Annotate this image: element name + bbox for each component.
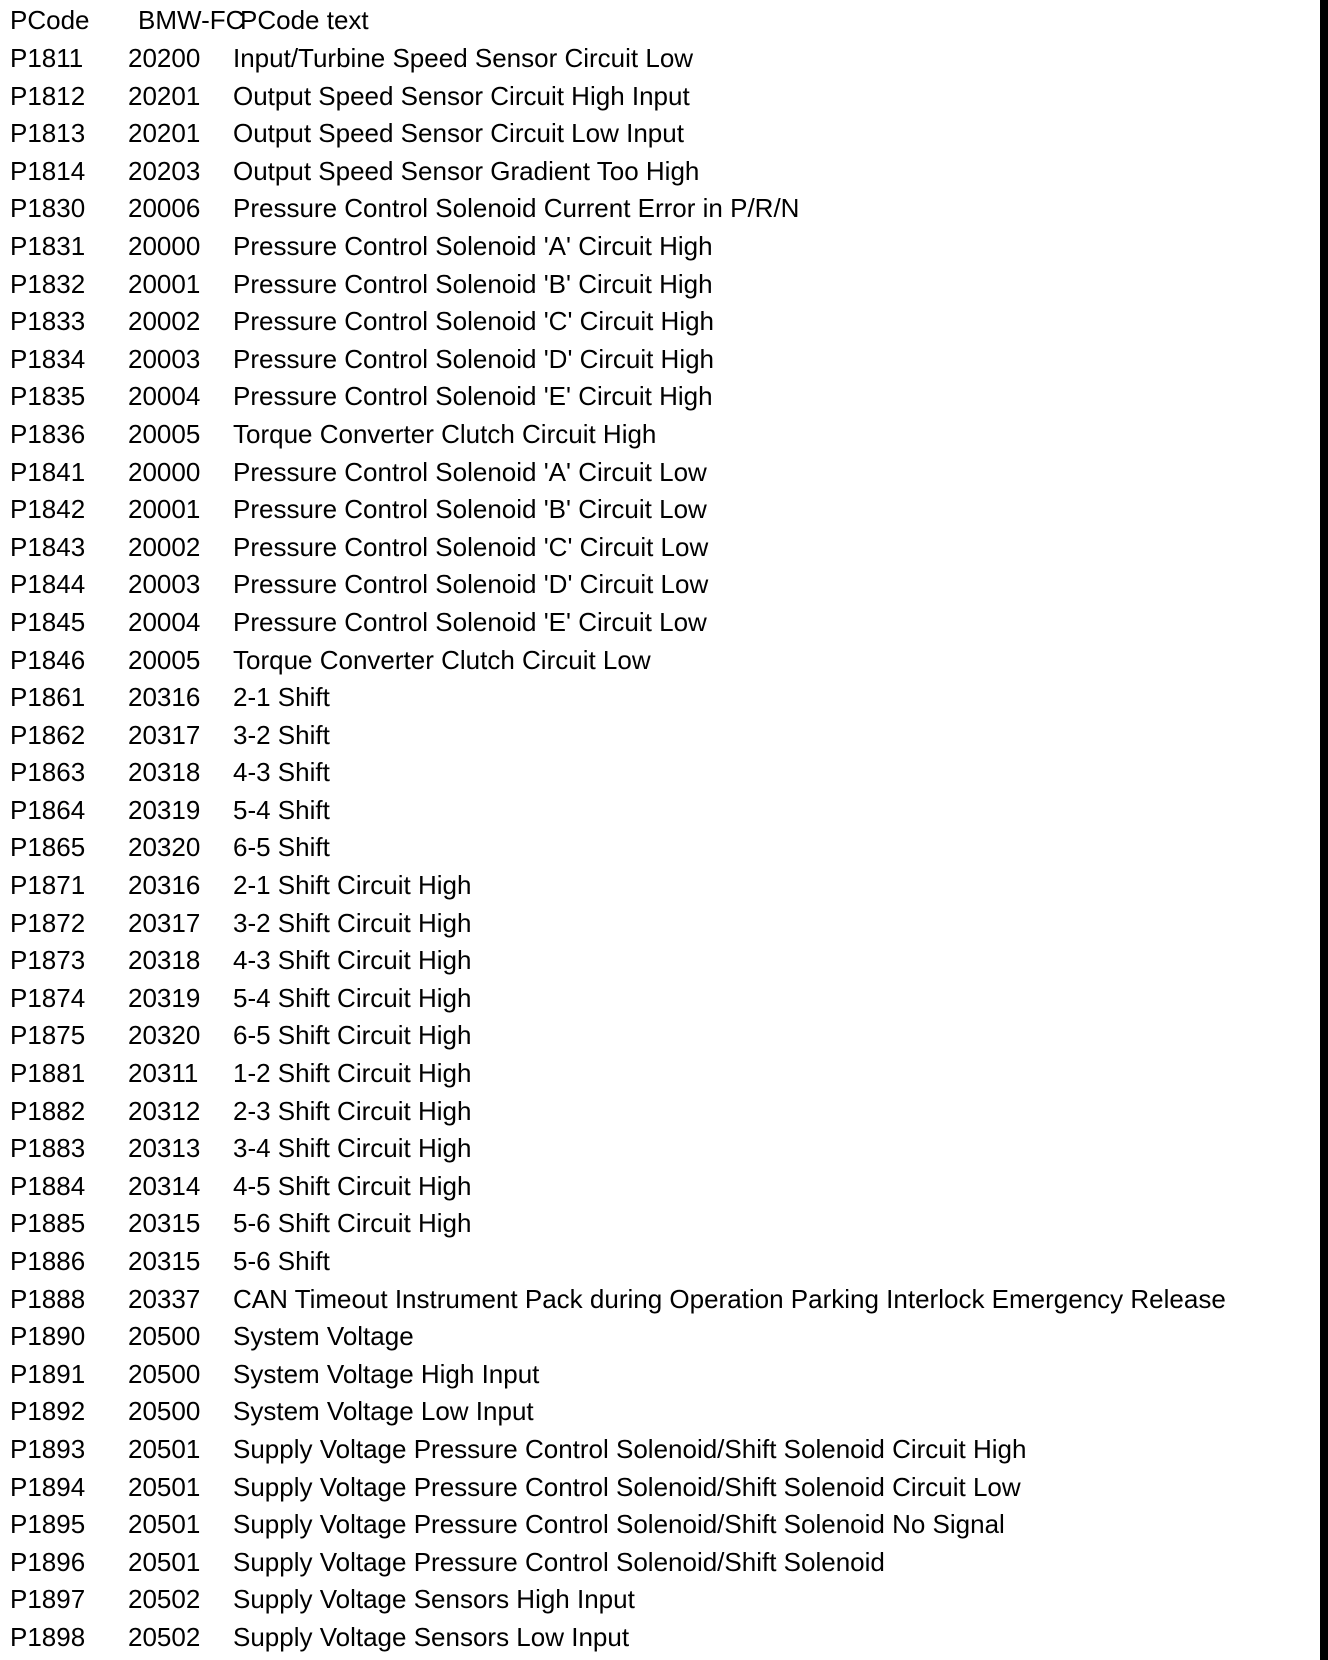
pcode-text-cell: 2-1 Shift Circuit High: [233, 870, 472, 901]
table-row: [0, 153, 1320, 191]
pcode-cell: P1894: [10, 1471, 86, 1502]
pcode-text-cell: 3-2 Shift Circuit High: [233, 907, 472, 938]
table-row: [0, 491, 1320, 529]
pcode-text-cell: 4-5 Shift Circuit High: [233, 1170, 472, 1201]
bmw-fc-cell: 20316: [128, 870, 201, 901]
pcode-cell: P1864: [10, 794, 86, 825]
bmw-fc-cell: 20201: [128, 80, 201, 111]
bmw-fc-cell: 20337: [128, 1283, 201, 1314]
table-header: [10, 3, 369, 37]
bmw-fc-cell: 20001: [128, 268, 201, 299]
pcode-text-cell: Supply Voltage Sensors Low Input: [233, 1621, 630, 1652]
table-row: [0, 980, 1320, 1018]
pcode-text-cell: 5-6 Shift: [233, 1246, 330, 1276]
bmw-fc-cell: 20502: [128, 1584, 201, 1615]
pcode-text-cell: Pressure Control Solenoid 'B' Circuit Low: [233, 494, 707, 525]
table-row: [0, 1356, 1320, 1394]
pcode-cell: P1884: [10, 1170, 86, 1201]
pcode-text-cell: 3-4 Shift Circuit High: [233, 1133, 472, 1164]
pcode-cell: P1875: [10, 1020, 86, 1051]
table-row: [0, 1318, 1320, 1356]
table-row: [0, 942, 1320, 980]
bmw-fc-cell: 20319: [128, 982, 201, 1013]
bmw-fc-cell: 20006: [128, 193, 201, 224]
bmw-fc-cell: 20501: [128, 1546, 201, 1577]
pcode-cell: P1831: [10, 230, 86, 261]
pcode-cell: P1885: [10, 1208, 86, 1239]
table-row: [0, 115, 1320, 153]
pcode-text-cell: 5-4 Shift: [233, 794, 330, 825]
bmw-fc-cell: 20311: [128, 1058, 199, 1089]
bmw-fc-cell: 20501: [128, 1509, 201, 1540]
pcode-text-cell: 1-2 Shift Circuit High: [233, 1058, 472, 1089]
table-row: [0, 1017, 1320, 1055]
table-row: [0, 40, 1320, 78]
pcode-cell: P1893: [10, 1433, 86, 1464]
pcode-text-cell: Supply Voltage Pressure Control Solenoid/Shift Solenoid Circuit Low: [233, 1471, 1021, 1502]
table-row: [0, 303, 1320, 341]
table-row: [0, 1469, 1320, 1507]
pcode-cell: P1873: [10, 945, 86, 976]
table-row: [0, 1393, 1320, 1431]
pcode-text-cell: Input/Turbine Speed Sensor Circuit Low: [233, 43, 694, 73]
bmw-fc-cell: 20500: [128, 1396, 201, 1427]
pcode-cell: P1862: [10, 719, 86, 750]
table-row: [0, 754, 1320, 792]
bmw-fc-cell: 20203: [128, 155, 201, 186]
pcode-cell: P1846: [10, 644, 86, 675]
pcode-cell: P1814: [10, 155, 86, 186]
pcode-cell: P1872: [10, 907, 86, 938]
bmw-fc-cell: 20320: [128, 1020, 201, 1051]
table-row: [0, 1243, 1320, 1281]
table-row: [0, 717, 1320, 755]
table-row: [0, 1281, 1320, 1319]
pcode-text-cell: 2-3 Shift Circuit High: [233, 1095, 472, 1126]
pcode-text-cell: 4-3 Shift: [233, 757, 330, 788]
pcode-cell: P1835: [10, 381, 86, 412]
table-row: [0, 905, 1320, 943]
pcode-cell: P1811: [10, 43, 84, 73]
bmw-fc-cell: 20003: [128, 569, 201, 600]
table-row: [0, 604, 1320, 642]
pcode-text-cell: Pressure Control Solenoid 'E' Circuit Low: [233, 606, 707, 637]
table-row: [0, 1168, 1320, 1206]
pcode-text-cell: Supply Voltage Pressure Control Solenoid/Shift Solenoid Circuit High: [233, 1433, 1027, 1464]
table-row: [0, 190, 1320, 228]
bmw-fc-cell: 20500: [128, 1321, 201, 1352]
pcode-text-cell: Pressure Control Solenoid 'D' Circuit High: [233, 343, 715, 374]
bmw-fc-cell: 20002: [128, 531, 201, 562]
pcode-cell: P1883: [10, 1133, 86, 1164]
bmw-fc-cell: 20319: [128, 794, 201, 825]
table-row: [0, 829, 1320, 867]
bmw-fc-cell: 20003: [128, 343, 201, 374]
table-row: [0, 679, 1320, 717]
bmw-fc-cell: 20004: [128, 381, 201, 412]
pcode-text-cell: Supply Voltage Pressure Control Solenoid/Shift Solenoid: [233, 1546, 885, 1577]
table-row: [0, 1130, 1320, 1168]
pcode-cell: P1845: [10, 606, 86, 637]
pcode-text-cell: 4-3 Shift Circuit High: [233, 945, 472, 976]
bmw-fc-cell: 20000: [128, 230, 201, 261]
pcode-cell: P1812: [10, 80, 86, 111]
bmw-fc-cell: 20314: [128, 1170, 201, 1201]
bmw-fc-cell: 20002: [128, 306, 201, 337]
table-row: [0, 529, 1320, 567]
pcode-cell: P1895: [10, 1509, 86, 1540]
pcode-cell: P1865: [10, 832, 86, 863]
pcode-text-cell: 5-6 Shift Circuit High: [233, 1208, 472, 1239]
pcode-text-cell: Torque Converter Clutch Circuit Low: [233, 644, 651, 675]
pcode-cell: P1833: [10, 306, 86, 337]
pcode-text-cell: 2-1 Shift: [233, 682, 330, 713]
bmw-fc-cell: 20200: [128, 43, 201, 73]
pcode-text-cell: System Voltage Low Input: [233, 1396, 534, 1427]
table-row: [0, 867, 1320, 905]
pcode-cell: P1842: [10, 494, 86, 525]
pcode-cell: P1874: [10, 982, 86, 1013]
bmw-fc-cell: 20315: [128, 1246, 201, 1276]
pcode-cell: P1813: [10, 118, 86, 149]
pcode-cell: P1882: [10, 1095, 86, 1126]
pcode-cell: P1861: [10, 682, 86, 713]
pcode-cell: P1898: [10, 1621, 86, 1652]
bmw-fc-cell: 20318: [128, 757, 201, 788]
bmw-fc-cell: 20000: [128, 456, 201, 487]
pcode-cell: P1897: [10, 1584, 86, 1615]
pcode-text-cell: Supply Voltage Pressure Control Solenoid/Shift Solenoid No Signal: [233, 1509, 1005, 1540]
pcode-text-cell: Supply Voltage Sensors High Input: [233, 1584, 635, 1615]
table-row: [0, 1619, 1320, 1657]
table-row: [0, 378, 1320, 416]
pcode-text-cell: CAN Timeout Instrument Pack during Operation Parking Interlock Emergency Release: [233, 1283, 1226, 1314]
pcode-cell: P1881: [10, 1058, 86, 1089]
bmw-fc-cell: 20320: [128, 832, 201, 863]
pcode-text-cell: System Voltage High Input: [233, 1358, 540, 1389]
pcode-cell: P1832: [10, 268, 86, 299]
bmw-fc-cell: 20502: [128, 1621, 201, 1652]
bmw-fc-cell: 20312: [128, 1095, 201, 1126]
pcode-cell: P1888: [10, 1283, 86, 1314]
pcode-cell: P1892: [10, 1396, 86, 1427]
bmw-fc-cell: 20317: [128, 719, 201, 750]
pcode-text-cell: Pressure Control Solenoid 'D' Circuit Low: [233, 569, 709, 600]
header-bmw-fc: BMW-FC: [138, 5, 245, 35]
pcode-text-cell: Pressure Control Solenoid 'C' Circuit Low: [233, 531, 709, 562]
pcode-cell: P1886: [10, 1246, 86, 1276]
bmw-fc-cell: 20001: [128, 494, 201, 525]
table-row: [0, 266, 1320, 304]
pcode-cell: P1843: [10, 531, 86, 562]
table-row: [0, 1093, 1320, 1131]
table-row: [0, 642, 1320, 680]
table-row: [0, 792, 1320, 830]
bmw-fc-cell: 20315: [128, 1208, 201, 1239]
header-pcode: PCode: [10, 5, 90, 35]
pcode-text-cell: 6-5 Shift Circuit High: [233, 1020, 472, 1051]
table-row: [0, 1544, 1320, 1582]
bmw-fc-cell: 20317: [128, 907, 201, 938]
pcode-cell: P1896: [10, 1546, 86, 1577]
table-row: [0, 1581, 1320, 1619]
table-row: [0, 416, 1320, 454]
pcode-text-cell: 5-4 Shift Circuit High: [233, 982, 472, 1013]
pcode-cell: P1863: [10, 757, 86, 788]
pcode-cell: P1830: [10, 193, 86, 224]
bmw-fc-cell: 20201: [128, 118, 201, 149]
pcode-text-cell: Torque Converter Clutch Circuit High: [233, 418, 657, 449]
table-row: [0, 1431, 1320, 1469]
pcode-text-cell: 3-2 Shift: [233, 719, 330, 750]
table-row: [0, 341, 1320, 379]
pcode-text-cell: Pressure Control Solenoid Current Error in P/R/N: [233, 193, 800, 224]
pcode-text-cell: Pressure Control Solenoid 'B' Circuit High: [233, 268, 713, 299]
table-row: [0, 1055, 1320, 1093]
pcode-cell: P1841: [10, 456, 86, 487]
pcode-text-cell: Pressure Control Solenoid 'A' Circuit High: [233, 230, 713, 261]
table-row: [0, 78, 1320, 116]
bmw-fc-cell: 20005: [128, 418, 201, 449]
pcode-text-cell: Pressure Control Solenoid 'C' Circuit High: [233, 306, 715, 337]
bmw-fc-cell: 20005: [128, 644, 201, 675]
pcode-text-cell: 6-5 Shift: [233, 832, 330, 863]
table-row: [0, 228, 1320, 266]
table-row: [0, 454, 1320, 492]
pcode-cell: P1844: [10, 569, 86, 600]
right-edge-bar: [1320, 0, 1328, 1660]
bmw-fc-cell: 20318: [128, 945, 201, 976]
pcode-cell: P1834: [10, 343, 86, 374]
pcode-text-cell: Pressure Control Solenoid 'E' Circuit High: [233, 381, 713, 412]
pcode-text-cell: Output Speed Sensor Circuit Low Input: [233, 118, 684, 149]
table-body: [0, 40, 1320, 1657]
pcode-cell: P1836: [10, 418, 86, 449]
pcode-text-cell: System Voltage: [233, 1321, 414, 1352]
bmw-fc-cell: 20313: [128, 1133, 201, 1164]
bmw-fc-cell: 20316: [128, 682, 201, 713]
pcode-text-cell: Pressure Control Solenoid 'A' Circuit Low: [233, 456, 707, 487]
header-pcode-text: PCode text: [240, 5, 369, 35]
pcode-cell: P1891: [10, 1358, 86, 1389]
table-row: [0, 1506, 1320, 1544]
bmw-fc-cell: 20500: [128, 1358, 201, 1389]
table-row: [0, 1205, 1320, 1243]
pcode-text-cell: Output Speed Sensor Circuit High Input: [233, 80, 690, 111]
pcode-text-cell: Output Speed Sensor Gradient Too High: [233, 155, 700, 186]
bmw-fc-cell: 20501: [128, 1471, 201, 1502]
table-row: [0, 566, 1320, 604]
pcode-cell: P1871: [10, 870, 86, 901]
pcode-cell: P1890: [10, 1321, 86, 1352]
bmw-fc-cell: 20501: [128, 1433, 201, 1464]
bmw-fc-cell: 20004: [128, 606, 201, 637]
